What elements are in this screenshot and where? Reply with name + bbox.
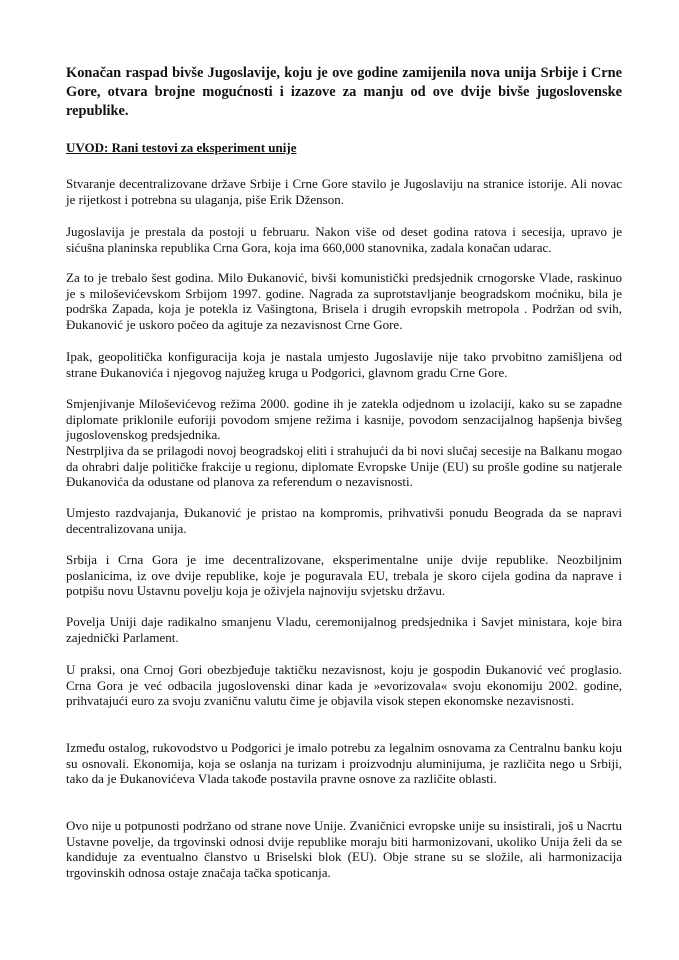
paragraph-4: Ipak, geopolitička konfiguracija koja je nastala umjesto Jugoslavije nije tako prvobitno zamišljena od strane Đukanovića i njegovog najužeg kruga u Podgorici, glavnom gradu Crne Gore. [66,349,622,380]
paragraph-7: Umjesto razdvajanja, Đukanović je pristao na kompromis, prihvativši ponudu Beograda da se napravi decentralizovana unija. [66,505,622,536]
paragraph-12: Ovo nije u potpunosti podržano od strane nove Unije. Zvaničnici evropske unije su insistirali, još u Nacrtu Ustavne povelje, da trgovinski odnosi dvije republike moraju biti harmonizovani, ukoliko Unija želi da se kandiduje za eventualno članstvo u Briselski blok (EU). Obje strane su se složile, ali harmonizacija trgovinskih odnosa ostaje značaja tačka spoticanja. [66,818,622,880]
paragraph-1: Stvaranje decentralizovane države Srbije i Crne Gore stavilo je Jugoslaviju na stranice istorije. Ali novac je rijetkost i potrebna su ulaganja, piše Erik Dženson. [66,176,622,207]
paragraph-3: Za to je trebalo šest godina. Milo Đukanović, bivši komunistički predsjednik crnogorske Vlade, raskinuo je s miloševićevskom Srbijom 1997. godine. Nagrada za suprotstavljanje beogradskom moćniku, bila je podrška Zapada, koja je potekla iz Vašingtona, Brisela i drugih evropskih metropola . Podržan od svih, Đukanović je uskoro počeo da agituje za nezavisnost Crne Gore. [66,270,622,332]
paragraph-6: Nestrpljiva da se prilagodi novoj beogradskoj eliti i strahujući da bi novi slučaj secesije na Balkanu mogao da ohrabri dalje političke frakcije u regionu, diplomate Evropske Unije (EU) su prošle godine su natjerale Đukanovića da odustane od planova za referendum o nezavisnosti. [66,443,622,490]
paragraph-10: U praksi, ona Crnoj Gori obezbjeđuje taktičku nezavisnost, koju je gospodin Đukanović već proglasio. Crna Gora je već odbacila jugoslovenski dinar kada je »evorizovala« svoju ekonomiju 2002. godine, prihvatajući euro za svoju zvaničnu valutu čime je objavila visok stepen ekonomske nezavisnosti. [66,662,622,709]
paragraph-2: Jugoslavija je prestala da postoji u februaru. Nakon više od deset godina ratova i secesija, upravo je sićušna planinska republika Crna Gora, koja ima 660,000 stanovnika, zadala konačan udarac. [66,224,622,255]
paragraph-9: Povelja Uniji daje radikalno smanjenu Vladu, ceremonijalnog predsjednika i Savjet ministara, koje bira zajednički Parlament. [66,614,622,645]
article-title: Konačan raspad bivše Jugoslavije, koju je ove godine zamijenila nova unija Srbije i Crne Gore, otvara brojne mogućnosti i izazove za manju od ove dvije bivše jugoslovenske republike. [66,65,622,119]
section-heading: UVOD: Rani testovi za eksperiment unije [66,140,297,155]
paragraph-11: Između ostalog, rukovodstvo u Podgorici je imalo potrebu za legalnim osnovama za Centralnu banku koju su osnovali. Ekonomija, koja se oslanja na turizam i proizvodnju aluminijuma, je različita nego u Srbiji, tako da je Đukanovićeva Vlada takođe postavila pravne osnove za različite oblasti. [66,740,622,787]
paragraph-5: Smjenjivanje Miloševićevog režima 2000. godine ih je zatekla odjednom u izolaciji, kako su se zapadne diplomate priklonile euforiji povodom smjene režima i kasnije, povodom senzacijalnog hapšenja bivšeg jugoslovenskog predsjednika. [66,396,622,443]
paragraph-8: Srbija i Crna Gora je ime decentralizovane, eksperimentalne unije dvije republike. Neozbiljnim poslanicima, iz ove dvije republike, koje je poguravala EU, trebala je skoro cijela godina da naprave i potpišu novu Ustavnu povelju koja je oživjela najnoviju svjetsku državu. [66,552,622,599]
